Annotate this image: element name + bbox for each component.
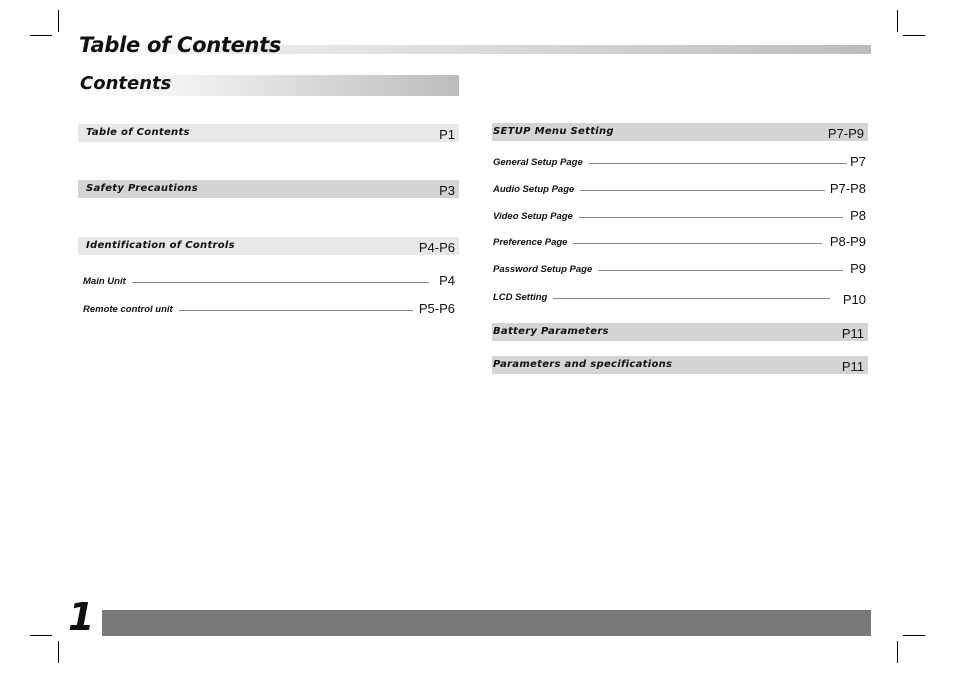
crop-mark-bottom-left-v <box>58 641 59 663</box>
footer-bar <box>102 610 871 636</box>
leader-line <box>173 310 413 311</box>
crop-mark-bottom-right-v <box>897 641 898 663</box>
section-label: Safety Precautions <box>86 183 198 194</box>
crop-mark-bottom-right-h <box>903 635 925 636</box>
section-page: P11 <box>841 326 864 341</box>
section-page: P7-P9 <box>827 126 864 141</box>
item-label: Main Unit <box>83 276 132 287</box>
toc-item-lcd-setting[interactable] <box>493 292 868 306</box>
section-label: Table of Contents <box>86 127 190 138</box>
item-page: P10 <box>842 292 866 307</box>
page-number: 1 <box>68 595 95 639</box>
toc-section-parameters-and-specifications[interactable] <box>492 356 868 374</box>
item-page: P4 <box>439 273 455 288</box>
item-page: P7-P8 <box>829 181 866 196</box>
toc-item-audio-setup-page[interactable] <box>493 181 868 198</box>
toc-item-main-unit[interactable] <box>83 273 457 290</box>
section-page: P3 <box>439 183 455 198</box>
section-page: P4-P6 <box>418 240 455 255</box>
section-label: Battery Parameters <box>493 326 609 337</box>
section-label: SETUP Menu Setting <box>493 126 614 137</box>
leader-line <box>550 298 830 299</box>
toc-item-video-setup-page[interactable] <box>493 208 868 225</box>
crop-mark-top-left-v <box>58 10 59 32</box>
section-label: Identification of Controls <box>86 240 235 251</box>
toc-item-preference-page[interactable] <box>493 234 868 251</box>
toc-item-password-setup-page[interactable] <box>493 261 868 278</box>
leader-line <box>592 270 843 271</box>
section-page: P1 <box>439 127 455 142</box>
toc-section-table-of-contents[interactable] <box>78 124 459 142</box>
toc-section-safety-precautions[interactable] <box>78 180 459 198</box>
item-label: Video Setup Page <box>493 211 579 222</box>
contents-heading: Contents <box>80 73 172 94</box>
item-label: LCD Setting <box>493 292 553 303</box>
leader-line <box>569 243 822 244</box>
section-page: P11 <box>841 359 864 374</box>
toc-section-battery-parameters[interactable] <box>492 323 868 341</box>
crop-mark-bottom-left-h <box>30 635 52 636</box>
item-label: Audio Setup Page <box>493 184 580 195</box>
item-page: P9 <box>850 261 866 276</box>
toc-item-remote-control-unit[interactable] <box>83 301 457 318</box>
toc-item-general-setup-page[interactable] <box>493 154 868 171</box>
page-title: Table of Contents <box>79 33 282 57</box>
item-page: P7 <box>850 154 866 169</box>
item-page: P8 <box>850 208 866 223</box>
crop-mark-top-right-v <box>897 10 898 32</box>
leader-line <box>130 282 429 283</box>
crop-mark-top-right-h <box>903 35 925 36</box>
item-label: Preference Page <box>493 237 573 248</box>
crop-mark-top-left-h <box>30 35 52 36</box>
leader-line <box>583 163 847 164</box>
item-page: P8-P9 <box>829 234 866 249</box>
leader-line <box>576 217 843 218</box>
section-label: Parameters and specifications <box>493 359 673 370</box>
item-page: P5-P6 <box>418 301 455 316</box>
leader-line <box>573 190 825 191</box>
item-label: Password Setup Page <box>493 264 598 275</box>
item-label: General Setup Page <box>493 157 589 168</box>
toc-section-setup-menu-setting[interactable] <box>492 123 868 141</box>
toc-section-identification-of-controls[interactable] <box>78 237 459 255</box>
item-label: Remote control unit <box>83 304 179 315</box>
